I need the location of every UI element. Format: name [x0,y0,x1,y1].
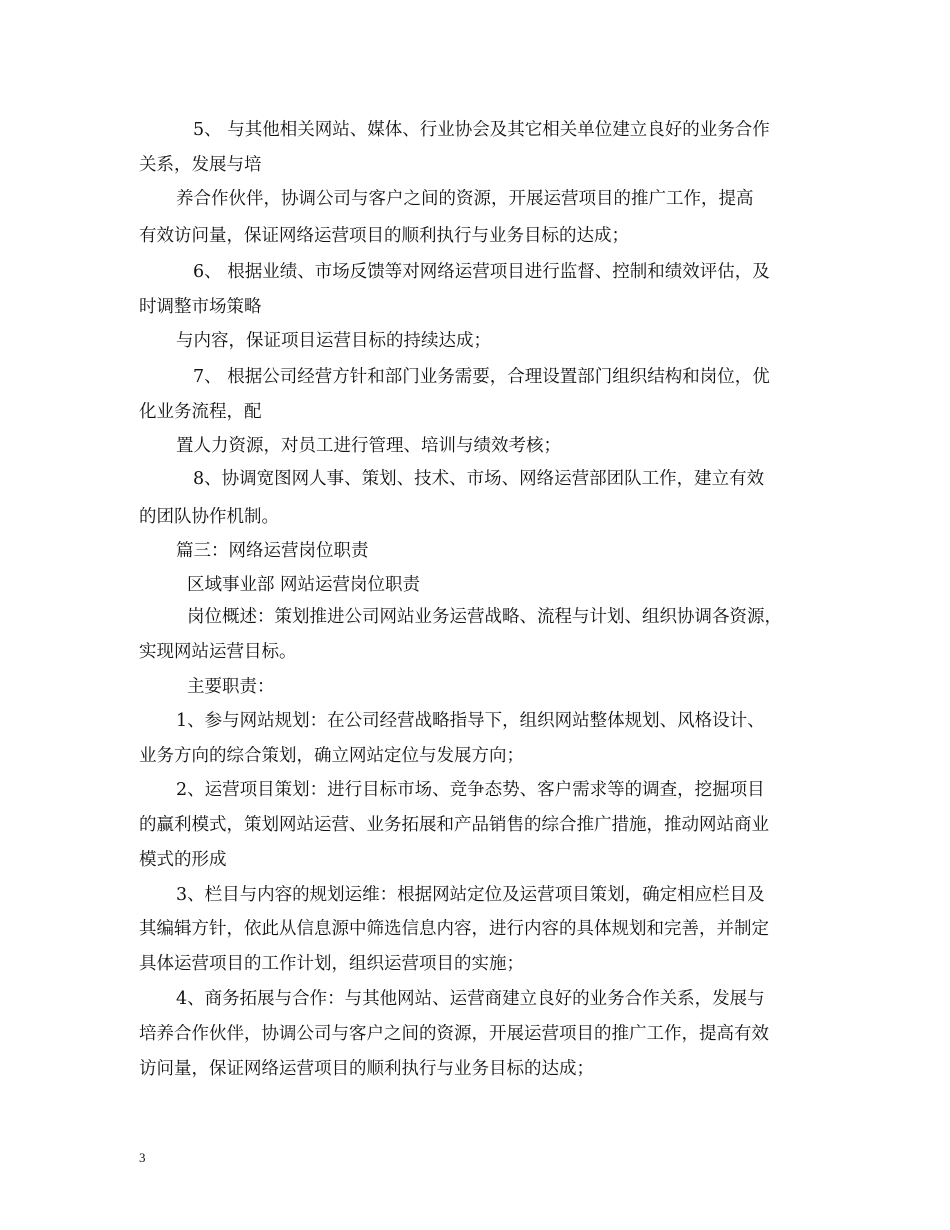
page-number: 3 [139,1150,146,1165]
text-line: 置人力资源，对员工进行管理、培训与绩效考核； [176,436,561,456]
section-heading: 篇三：网络运营岗位职责 [176,541,369,561]
text-line: 其编辑方针，依此从信息源中筛选信息内容，进行内容的具体规划和完善，并制定 [139,919,769,939]
text-line: 2、运营项目策划：进行目标市场、竞争态势、客户需求等的调查，挖掘项目 [176,780,765,800]
text-line: 有效访问量，保证网络运营项目的顺利执行与业务目标的达成； [139,226,629,246]
text-line: 7、 根据公司经营方针和部门业务需要，合理设置部门组织结构和岗位，优 [193,367,770,387]
text-line: 4、商务拓展与合作：与其他网站、运营商建立良好的业务合作关系，发展与 [176,989,765,1009]
section-subheading: 区域事业部 网站运营岗位职责 [187,575,421,595]
text-line: 具体运营项目的工作计划，组织运营项目的实施； [139,954,524,974]
text-line: 3、栏目与内容的规划运维：根据网站定位及运营项目策划，确定相应栏目及 [176,885,765,905]
text-line: 岗位概述：策划推进公司网站业务运营战略、流程与计划、组织协调各资源， [187,607,782,627]
text-line: 与内容，保证项目运营目标的持续达成； [176,331,491,351]
text-line: 的团队协作机制。 [139,507,279,527]
text-line: 8、协调宽图网人事、策划、技术、市场、网络运营部团队工作，建立有效 [193,469,765,489]
text-line: 5、 与其他相关网站、媒体、行业协会及其它相关单位建立良好的业务合作 [193,120,770,140]
text-line: 模式的形成 [139,850,227,870]
text-line: 的赢利模式，策划网站运营、业务拓展和产品销售的综合推广措施，推动网站商业 [139,815,769,835]
text-line: 6、 根据业绩、市场反馈等对网络运营项目进行监督、控制和绩效评估，及 [193,262,770,282]
text-line: 实现网站运营目标。 [139,642,297,662]
text-line: 时调整市场策略 [139,297,262,317]
text-line: 访问量，保证网络运营项目的顺利执行与业务目标的达成； [139,1059,594,1079]
text-line: 化业务流程，配 [139,402,262,422]
text-line: 培养合作伙伴，协调公司与客户之间的资源，开展运营项目的推广工作，提高有效 [139,1024,769,1044]
text-line: 业务方向的综合策划，确立网站定位与发展方向； [139,746,524,766]
text-line: 关系，发展与培 [139,155,262,175]
text-line: 主要职责： [187,677,275,697]
text-line: 1、参与网站规划：在公司经营战略指导下，组织网站整体规划、风格设计、 [176,711,765,731]
text-line: 养合作伙伴，协调公司与客户之间的资源，开展运营项目的推广工作，提高 [176,189,754,209]
